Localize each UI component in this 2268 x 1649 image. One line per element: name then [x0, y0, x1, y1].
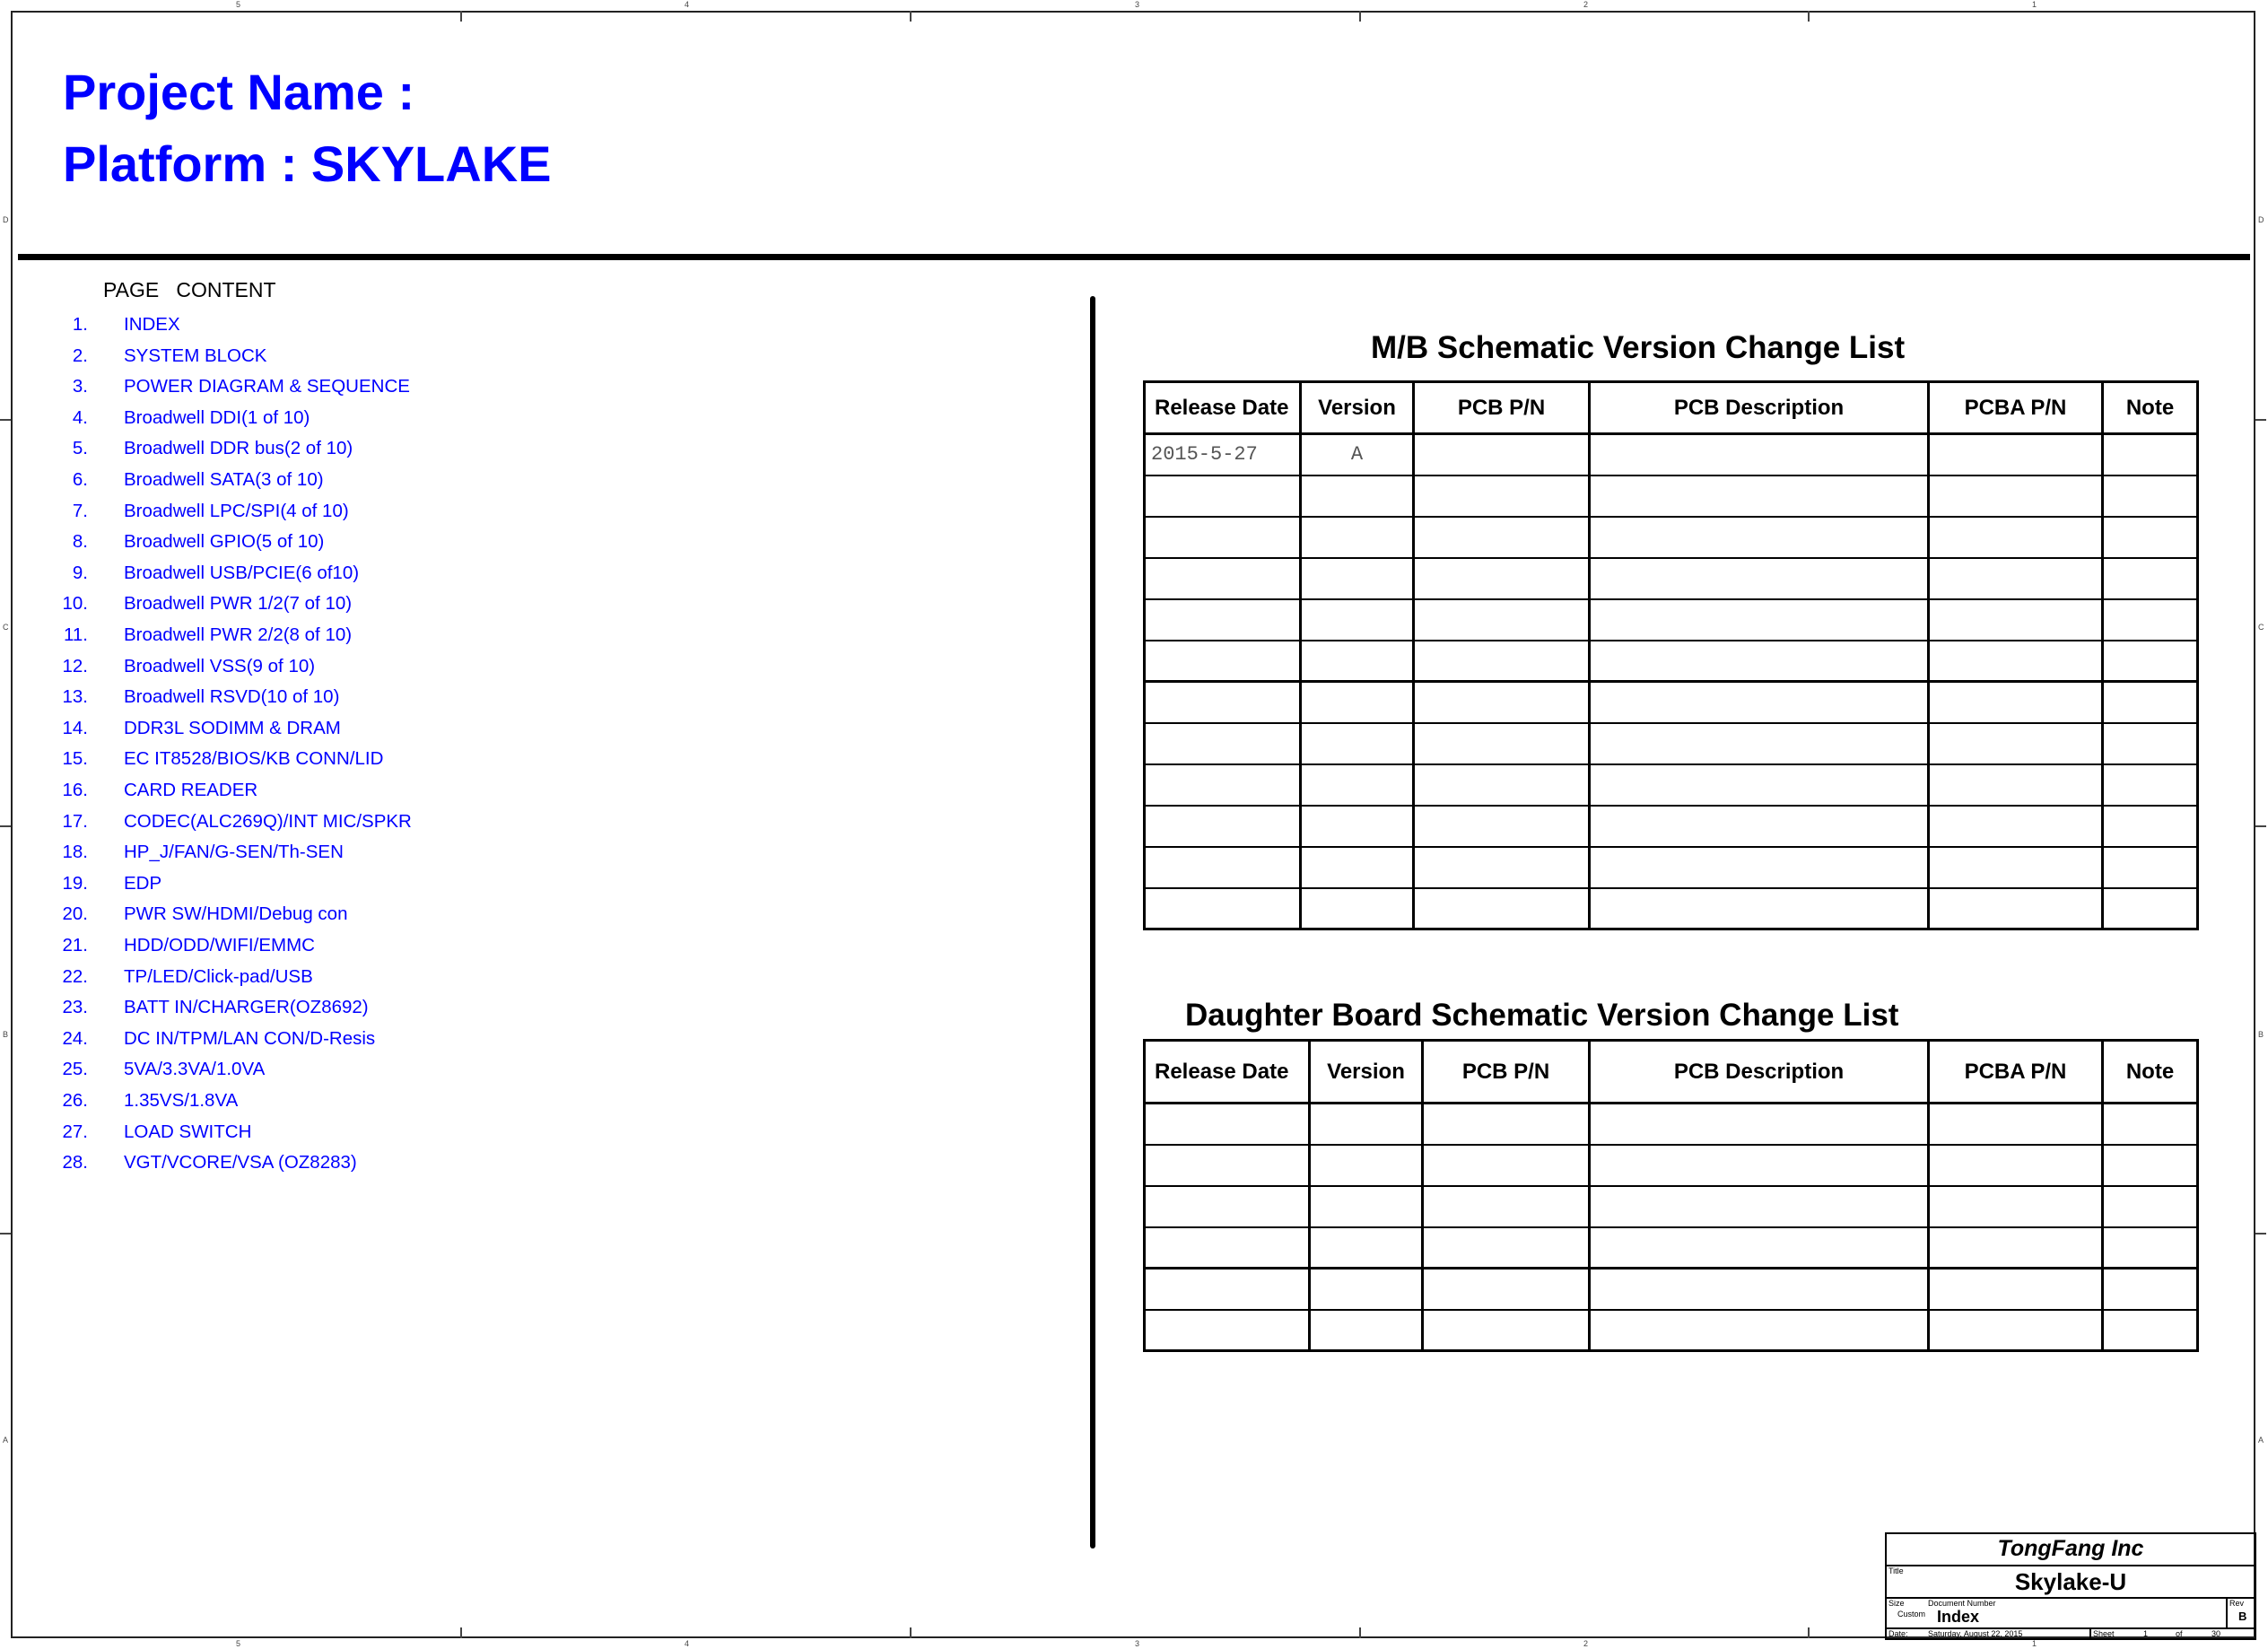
zone-column-label: 4	[685, 1639, 690, 1648]
table-cell	[2103, 517, 2198, 558]
table-cell	[1590, 764, 1929, 806]
table-cell	[2103, 1104, 2198, 1145]
table-cell	[1590, 847, 1929, 888]
docnum-value: Index	[1937, 1608, 1980, 1626]
table-row	[1145, 764, 2198, 806]
table-cell	[1929, 1186, 2103, 1227]
table-cell	[1145, 1269, 1310, 1310]
table-cell	[2103, 434, 2198, 476]
list-item-number: 1.	[72, 314, 88, 335]
db-table-title: Daughter Board Schematic Version Change List	[1185, 998, 1899, 1033]
table-cell	[1145, 847, 1301, 888]
list-item-number: 20.	[62, 903, 88, 925]
list-item-number: 7.	[72, 500, 88, 521]
list-item-label: EDP	[124, 872, 162, 894]
table-cell	[1414, 517, 1590, 558]
table-cell	[1145, 599, 1301, 641]
list-item-label: Broadwell VSS(9 of 10)	[124, 655, 316, 676]
date-value: Saturday, August 22, 2015	[1928, 1629, 2023, 1638]
table-cell	[1929, 1310, 2103, 1351]
list-item-label: HP_J/FAN/G-SEN/Th-SEN	[124, 842, 344, 863]
table-cell	[1590, 641, 1929, 682]
table-cell	[1929, 764, 2103, 806]
table-cell	[1145, 806, 1301, 847]
column-header: Release Date	[1145, 1041, 1310, 1104]
list-item-label: DC IN/TPM/LAN CON/D-Resis	[124, 1027, 376, 1049]
table-cell	[1929, 476, 2103, 517]
table-row	[1145, 434, 2198, 476]
list-item-number: 27.	[62, 1121, 88, 1142]
list-item-number: 26.	[62, 1090, 88, 1111]
table-cell	[1929, 806, 2103, 847]
table-cell	[1590, 1310, 1929, 1351]
table-row	[1145, 641, 2198, 682]
platform-title: Platform : SKYLAKE	[63, 135, 552, 192]
list-item-label: POWER DIAGRAM & SEQUENCE	[124, 376, 410, 397]
list-item-number: 14.	[62, 717, 88, 738]
table-cell	[1145, 476, 1301, 517]
list-item-number: 22.	[62, 965, 88, 987]
sheet-total: 30	[2211, 1629, 2221, 1638]
table-cell	[1929, 1145, 2103, 1186]
table-cell	[1414, 847, 1590, 888]
zone-row-label: C	[2258, 623, 2264, 632]
list-item-label: PWR SW/HDMI/Debug con	[124, 903, 348, 925]
table-cell	[1423, 1227, 1590, 1269]
table-cell	[1590, 723, 1929, 764]
table-row	[1145, 558, 2198, 599]
table-row	[1145, 888, 2198, 929]
table-cell	[1310, 1104, 1423, 1145]
list-item-number: 3.	[72, 376, 88, 397]
list-item-number: 10.	[62, 593, 88, 615]
list-item-label: Broadwell DDR bus(2 of 10)	[124, 438, 353, 459]
list-item-label: Broadwell PWR 1/2(7 of 10)	[124, 593, 353, 615]
table-cell	[2103, 641, 2198, 682]
list-item-label: Broadwell SATA(3 of 10)	[124, 469, 324, 490]
list-item-number: 5.	[72, 438, 88, 459]
rev-value: B	[2238, 1610, 2247, 1623]
project-name: Project Name :	[63, 64, 415, 120]
table-cell	[1310, 1186, 1423, 1227]
list-item-number: 18.	[62, 842, 88, 863]
column-header: PCB Description	[1590, 382, 1929, 434]
list-item-number: 4.	[72, 406, 88, 428]
table-cell	[1310, 1269, 1423, 1310]
table-cell	[1414, 888, 1590, 929]
table-cell	[2103, 599, 2198, 641]
table-cell	[2103, 847, 2198, 888]
table-row	[1145, 599, 2198, 641]
table-cell	[1929, 1104, 2103, 1145]
list-item-number: 11.	[64, 624, 88, 645]
table-cell	[2103, 888, 2198, 929]
table-cell	[1414, 476, 1590, 517]
list-item-number: 19.	[62, 872, 88, 894]
list-item-number: 16.	[62, 780, 88, 800]
zone-column-label: 3	[1135, 1639, 1140, 1648]
table-cell	[1301, 599, 1414, 641]
list-item-number: 23.	[62, 997, 88, 1018]
zone-row-label: D	[3, 215, 9, 224]
table-row	[1145, 476, 2198, 517]
table-cell	[1301, 806, 1414, 847]
list-item-number: 12.	[62, 655, 88, 676]
table-cell	[1310, 1145, 1423, 1186]
date-label: Date:	[1889, 1629, 1908, 1638]
table-row	[1145, 723, 2198, 764]
table-cell	[1414, 764, 1590, 806]
table-cell	[1145, 558, 1301, 599]
list-item-label: Broadwell PWR 2/2(8 of 10)	[124, 624, 353, 645]
table-cell	[1414, 806, 1590, 847]
table-cell	[1590, 1227, 1929, 1269]
column-header: PCBA P/N	[1929, 1041, 2103, 1104]
list-item-label: CARD READER	[124, 780, 258, 800]
column-header: Note	[2103, 1041, 2198, 1104]
table-cell	[1145, 1145, 1310, 1186]
list-item-number: 28.	[62, 1152, 88, 1173]
list-item-label: TP/LED/Click-pad/USB	[124, 965, 313, 987]
table-cell: A	[1301, 434, 1414, 476]
list-item-number: 9.	[72, 562, 88, 583]
list-item-label: EC IT8528/BIOS/KB CONN/LID	[124, 748, 384, 770]
table-cell	[1301, 476, 1414, 517]
list-item-label: Broadwell LPC/SPI(4 of 10)	[124, 500, 349, 521]
column-header: Note	[2103, 382, 2198, 434]
table-cell	[1145, 1227, 1310, 1269]
docnum-label: Document Number	[1928, 1599, 1996, 1608]
list-item-label: HDD/ODD/WIFI/EMMC	[124, 935, 315, 955]
zone-row-label: B	[2258, 1030, 2264, 1039]
table-cell	[1423, 1145, 1590, 1186]
table-header-row	[1145, 1041, 2198, 1104]
table-cell	[1145, 1186, 1310, 1227]
table-cell	[2103, 764, 2198, 806]
table-cell	[1301, 764, 1414, 806]
table-cell	[2103, 723, 2198, 764]
zone-row-label: D	[2258, 215, 2264, 224]
table-cell	[1929, 434, 2103, 476]
page-content-heading: PAGE CONTENT	[103, 278, 276, 301]
list-item-label: LOAD SWITCH	[124, 1121, 252, 1142]
table-cell: 2015-5-27	[1145, 434, 1301, 476]
column-header: Version	[1310, 1041, 1423, 1104]
list-item-label: Broadwell RSVD(10 of 10)	[124, 686, 340, 708]
table-cell	[1414, 682, 1590, 723]
table-cell	[1423, 1310, 1590, 1351]
table-cell	[1301, 888, 1414, 929]
table-row	[1145, 1186, 2198, 1227]
table-cell	[1590, 1269, 1929, 1310]
column-header: Release Date	[1145, 382, 1301, 434]
table-cell	[1590, 434, 1929, 476]
list-item-number: 2.	[72, 345, 88, 366]
list-item-number: 25.	[62, 1059, 88, 1080]
zone-column-label: 4	[685, 0, 690, 9]
mb-table-title: M/B Schematic Version Change List	[1371, 330, 1906, 365]
table-cell	[1590, 1145, 1929, 1186]
table-cell	[1590, 888, 1929, 929]
table-cell	[1929, 1227, 2103, 1269]
rev-label: Rev	[2229, 1599, 2245, 1608]
table-cell	[2103, 1310, 2198, 1351]
table-cell	[1590, 806, 1929, 847]
table-cell	[2103, 1269, 2198, 1310]
title-label: Title	[1889, 1566, 1904, 1575]
table-row	[1145, 847, 2198, 888]
zone-row-label: A	[2258, 1435, 2264, 1444]
table-cell	[1929, 847, 2103, 888]
table-cell	[1301, 517, 1414, 558]
zone-column-label: 5	[236, 1639, 241, 1648]
table-cell	[1590, 517, 1929, 558]
table-cell	[1423, 1104, 1590, 1145]
table-row	[1145, 517, 2198, 558]
table-cell	[1590, 1186, 1929, 1227]
table-row	[1145, 1269, 2198, 1310]
table-cell	[1423, 1269, 1590, 1310]
size-value: Custom	[1897, 1610, 1926, 1618]
list-item-number: 13.	[62, 686, 88, 708]
zone-row-label: A	[3, 1435, 9, 1444]
table-cell	[1423, 1186, 1590, 1227]
list-item-number: 8.	[72, 531, 88, 553]
zone-column-label: 1	[2032, 1639, 2037, 1648]
list-item-label: 5VA/3.3VA/1.0VA	[124, 1059, 266, 1080]
table-cell	[1301, 641, 1414, 682]
list-item-label: BATT IN/CHARGER(OZ8692)	[124, 997, 369, 1018]
table-cell	[1145, 888, 1301, 929]
table-cell	[1590, 682, 1929, 723]
zone-column-label: 2	[1583, 0, 1589, 9]
of-label: of	[2176, 1629, 2183, 1638]
table-cell	[1929, 682, 2103, 723]
table-cell	[1310, 1310, 1423, 1351]
table-row	[1145, 806, 2198, 847]
table-row	[1145, 682, 2198, 723]
list-item-label: Broadwell DDI(1 of 10)	[124, 406, 310, 428]
table-cell	[1590, 599, 1929, 641]
list-item-label: 1.35VS/1.8VA	[124, 1090, 239, 1111]
list-item-number: 6.	[72, 469, 88, 490]
table-cell	[1590, 1104, 1929, 1145]
mb-version-table	[1143, 380, 2199, 930]
table-cell	[1929, 599, 2103, 641]
list-item-label: CODEC(ALC269Q)/INT MIC/SPKR	[124, 810, 412, 832]
table-cell	[1145, 1104, 1310, 1145]
table-row	[1145, 1104, 2198, 1145]
header-divider	[18, 254, 2250, 260]
table-cell	[1145, 682, 1301, 723]
table-row	[1145, 1227, 2198, 1269]
zone-column-label: 2	[1583, 1639, 1589, 1648]
table-cell	[1145, 517, 1301, 558]
table-cell	[2103, 806, 2198, 847]
table-cell	[1929, 723, 2103, 764]
db-version-table	[1143, 1039, 2199, 1352]
table-cell	[1929, 1269, 2103, 1310]
table-cell	[1310, 1227, 1423, 1269]
column-header: PCBA P/N	[1929, 382, 2103, 434]
list-item-label: Broadwell USB/PCIE(6 of10)	[124, 562, 360, 583]
table-cell	[2103, 1227, 2198, 1269]
table-cell	[1414, 558, 1590, 599]
table-header-row	[1145, 382, 2198, 434]
zone-column-label: 5	[236, 0, 241, 9]
table-cell	[1145, 764, 1301, 806]
sheet-label: Sheet	[2093, 1629, 2115, 1638]
list-item-number: 24.	[62, 1027, 88, 1049]
table-cell	[1929, 558, 2103, 599]
table-cell	[1590, 476, 1929, 517]
column-header: PCB P/N	[1414, 382, 1590, 434]
list-item-number: 17.	[62, 810, 88, 832]
table-cell	[2103, 1145, 2198, 1186]
zone-row-label: B	[3, 1030, 9, 1039]
table-cell	[2103, 476, 2198, 517]
list-item-label: SYSTEM BLOCK	[124, 345, 267, 366]
table-cell	[2103, 1186, 2198, 1227]
zone-column-label: 1	[2032, 0, 2037, 9]
column-header: Version	[1301, 382, 1414, 434]
column-header: PCB P/N	[1423, 1041, 1590, 1104]
table-cell	[1301, 558, 1414, 599]
list-item-label: Broadwell GPIO(5 of 10)	[124, 531, 325, 553]
title-block	[1885, 1532, 2256, 1640]
table-cell	[1414, 434, 1590, 476]
table-cell	[2103, 682, 2198, 723]
column-header: PCB Description	[1590, 1041, 1929, 1104]
table-cell	[1145, 1310, 1310, 1351]
vertical-divider	[1090, 296, 1095, 1549]
size-label: Size	[1889, 1599, 1905, 1608]
table-cell	[1145, 641, 1301, 682]
table-cell	[1145, 723, 1301, 764]
zone-row-label: C	[3, 623, 9, 632]
company-name: TongFang Inc	[1997, 1536, 2144, 1561]
list-item-number: 15.	[62, 748, 88, 770]
table-cell	[1414, 641, 1590, 682]
list-item-label: DDR3L SODIMM & DRAM	[124, 717, 341, 738]
table-row	[1145, 1145, 2198, 1186]
table-cell	[1929, 641, 2103, 682]
list-item-label: VGT/VCORE/VSA (OZ8283)	[124, 1152, 357, 1173]
sheet-value: 1	[2143, 1629, 2149, 1638]
table-cell	[1301, 682, 1414, 723]
list-item-number: 21.	[62, 935, 88, 955]
table-cell	[1301, 723, 1414, 764]
table-cell	[1929, 517, 2103, 558]
table-cell	[2103, 558, 2198, 599]
zone-column-label: 3	[1135, 0, 1140, 9]
drawing-title: Skylake-U	[2014, 1568, 2127, 1595]
list-item-label: INDEX	[124, 314, 180, 335]
table-cell	[1414, 599, 1590, 641]
table-cell	[1929, 888, 2103, 929]
table-cell	[1301, 847, 1414, 888]
table-row	[1145, 1310, 2198, 1351]
table-cell	[1590, 558, 1929, 599]
table-cell	[1414, 723, 1590, 764]
